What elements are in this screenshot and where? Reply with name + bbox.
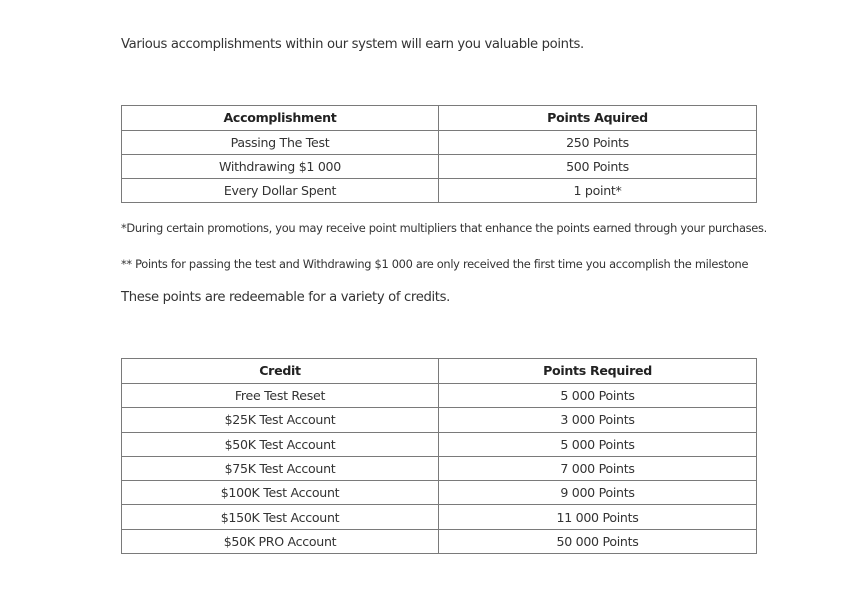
points-cell: 9 000 Points [439, 481, 757, 505]
points-cell: 7 000 Points [439, 456, 757, 480]
first-time-footnote: ** Points for passing the test and Withdrawing $1 000 are only received the first time you accomplish the milestone [121, 257, 749, 271]
table-header-row [122, 359, 757, 384]
redeem-paragraph: These points are redeemable for a variety of credits. [121, 290, 450, 305]
multiplier-footnote: *During certain promotions, you may receive point multipliers that enhance the points earned through your purchases. [121, 221, 767, 235]
column-header-points-acquired: Points Aquired [439, 106, 757, 131]
column-header-accomplishment: Accomplishment [122, 106, 439, 131]
accomplishments-table [121, 105, 757, 203]
table-row [122, 384, 757, 408]
column-header-credit: Credit [122, 359, 439, 384]
table-row [122, 505, 757, 529]
points-cell: 50 000 Points [439, 529, 757, 553]
points-cell: 11 000 Points [439, 505, 757, 529]
table-row [122, 408, 757, 432]
table-header-row [122, 106, 757, 131]
table-row [122, 529, 757, 553]
points-cell: 5 000 Points [439, 432, 757, 456]
table-row [122, 432, 757, 456]
points-cell: 250 Points [439, 131, 757, 155]
intro-paragraph: Various accomplishments within our system will earn you valuable points. [121, 37, 584, 52]
credit-cell: $150K Test Account [122, 505, 439, 529]
credit-cell: Free Test Reset [122, 384, 439, 408]
table-row [122, 155, 757, 179]
points-cell: 5 000 Points [439, 384, 757, 408]
credit-cell: $100K Test Account [122, 481, 439, 505]
accomplishment-cell: Passing The Test [122, 131, 439, 155]
credit-cell: $50K Test Account [122, 432, 439, 456]
table-row [122, 131, 757, 155]
column-header-points-required: Points Required [439, 359, 757, 384]
credits-table [121, 358, 757, 554]
accomplishment-cell: Every Dollar Spent [122, 179, 439, 203]
points-cell: 500 Points [439, 155, 757, 179]
credit-cell: $50K PRO Account [122, 529, 439, 553]
table-row [122, 481, 757, 505]
accomplishment-cell: Withdrawing $1 000 [122, 155, 439, 179]
points-cell: 3 000 Points [439, 408, 757, 432]
credit-cell: $25K Test Account [122, 408, 439, 432]
table-row [122, 456, 757, 480]
table-row [122, 179, 757, 203]
credit-cell: $75K Test Account [122, 456, 439, 480]
points-cell: 1 point* [439, 179, 757, 203]
